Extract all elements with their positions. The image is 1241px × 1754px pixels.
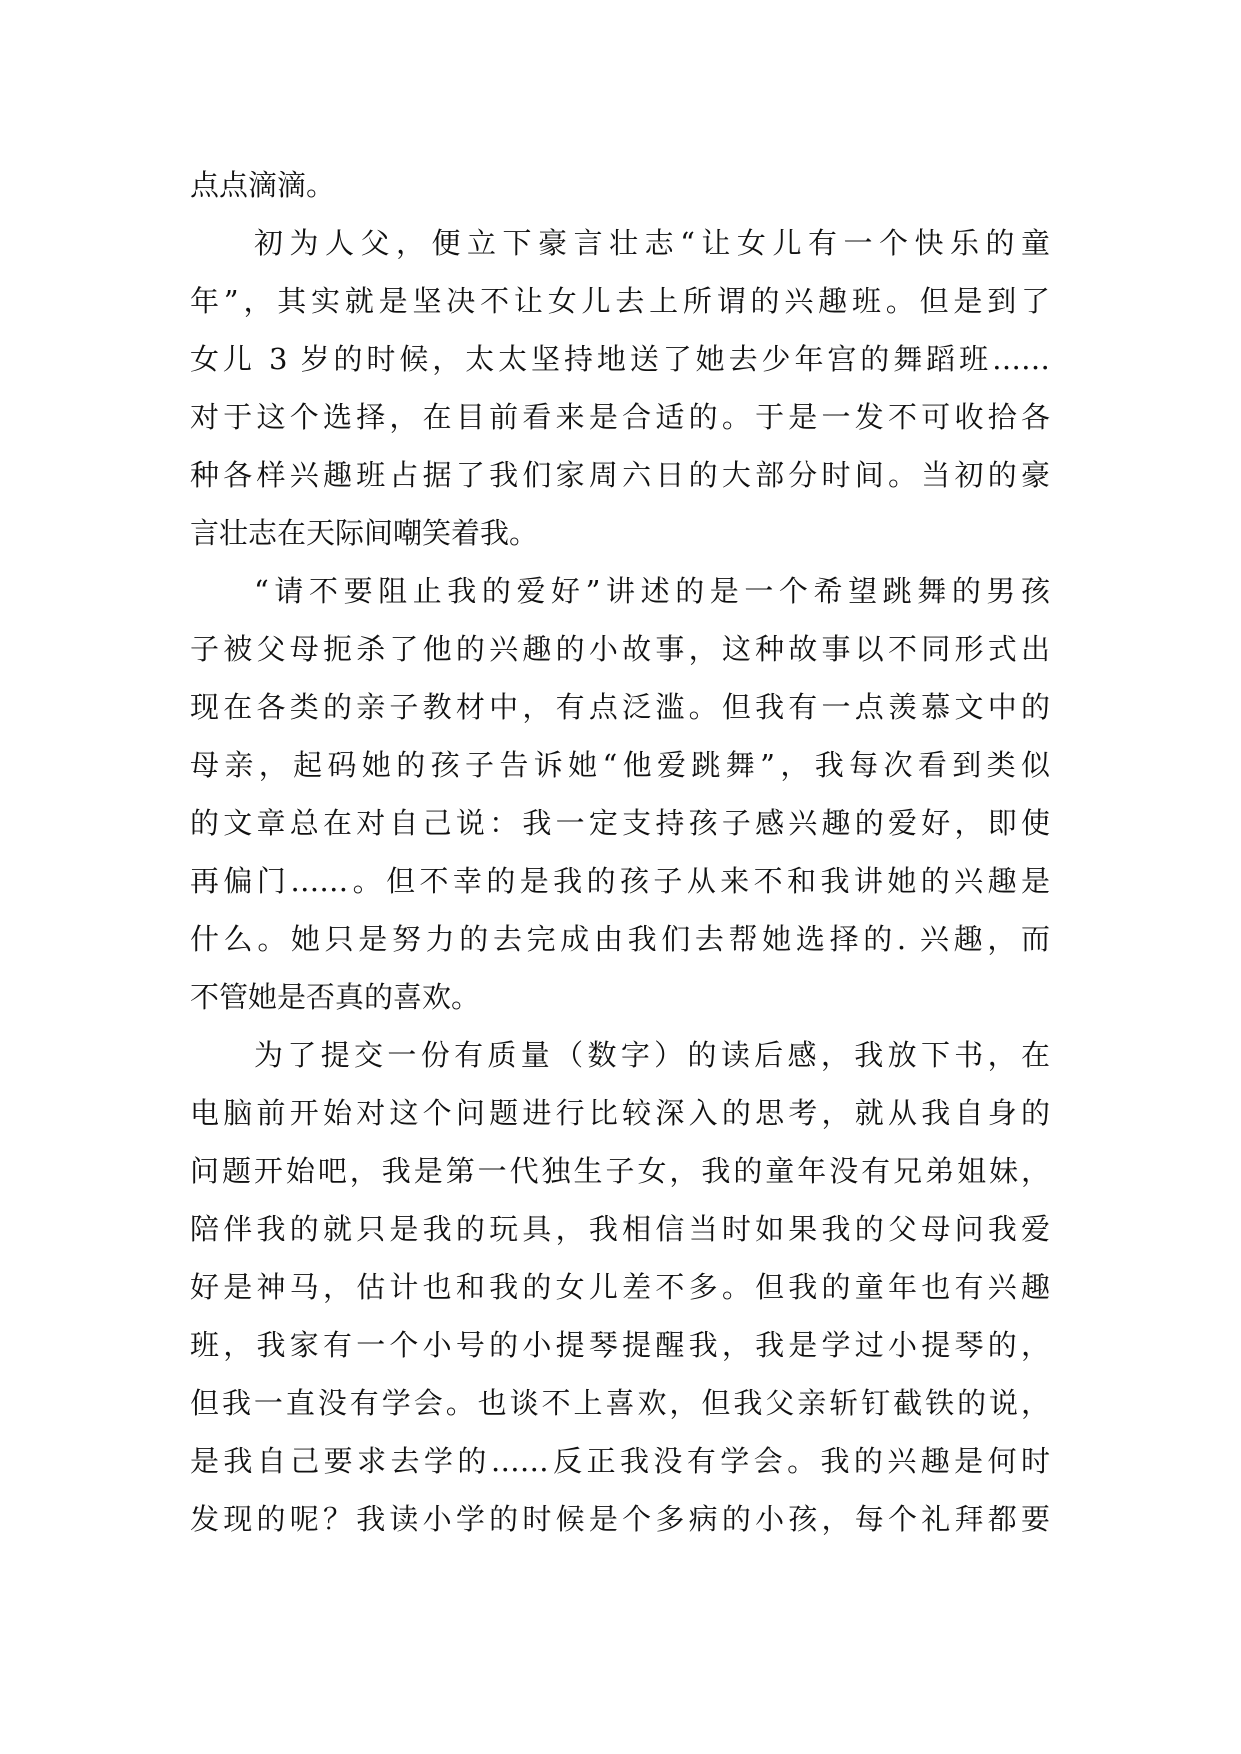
text-line: 的文章总在对自己说：我一定支持孩子感兴趣的爱好，即使 (190, 806, 1050, 840)
text-line: 现在各类的亲子教材中，有点泛滥。但我有一点羡慕文中的 (190, 690, 1050, 724)
text-line: 不管她是否真的喜欢。 (190, 980, 481, 1014)
text-line: 年”，其实就是坚决不让女儿去上所谓的兴趣班。但是到了 (190, 284, 1050, 318)
text-line: 点点滴滴。 (190, 168, 336, 202)
text-line: 什么。她只是努力的去完成由我们去帮她选择的. 兴趣，而 (190, 922, 1050, 956)
text-line: 但我一直没有学会。也谈不上喜欢，但我父亲斩钉截铁的说， (190, 1386, 1050, 1420)
text-line: 电脑前开始对这个问题进行比较深入的思考，就从我自身的 (190, 1096, 1050, 1130)
text-line: 再偏门……。但不幸的是我的孩子从来不和我讲她的兴趣是 (190, 864, 1050, 898)
text-line: 班，我家有一个小号的小提琴提醒我，我是学过小提琴的， (190, 1328, 1050, 1362)
text-line: 问题开始吧，我是第一代独生子女，我的童年没有兄弟姐妹， (190, 1154, 1050, 1188)
text-line: 女儿 3 岁的时候，太太坚持地送了她去少年宫的舞蹈班…… (190, 342, 1050, 376)
text-line: 好是神马，估计也和我的女儿差不多。但我的童年也有兴趣 (190, 1270, 1050, 1304)
text-line: 母亲，起码她的孩子告诉她“他爱跳舞”，我每次看到类似 (190, 748, 1050, 782)
text-line: 初为人父，便立下豪言壮志“让女儿有一个快乐的童 (254, 226, 1050, 260)
text-line: “请不要阻止我的爱好”讲述的是一个希望跳舞的男孩 (254, 574, 1050, 608)
text-line: 发现的呢？我读小学的时候是个多病的小孩，每个礼拜都要 (190, 1502, 1050, 1536)
text-line: 陪伴我的就只是我的玩具，我相信当时如果我的父母问我爱 (190, 1212, 1050, 1246)
body-text (190, 156, 1050, 1548)
text-line: 种各样兴趣班占据了我们家周六日的大部分时间。当初的豪 (190, 458, 1050, 492)
text-line: 言壮志在天际间嘲笑着我。 (190, 516, 539, 550)
text-line: 为了提交一份有质量（数字）的读后感，我放下书，在 (254, 1038, 1050, 1072)
text-line: 是我自己要求去学的……反正我没有学会。我的兴趣是何时 (190, 1444, 1050, 1478)
text-line: 子被父母扼杀了他的兴趣的小故事，这种故事以不同形式出 (190, 632, 1050, 666)
text-line: 对于这个选择，在目前看来是合适的。于是一发不可收拾各 (190, 400, 1050, 434)
